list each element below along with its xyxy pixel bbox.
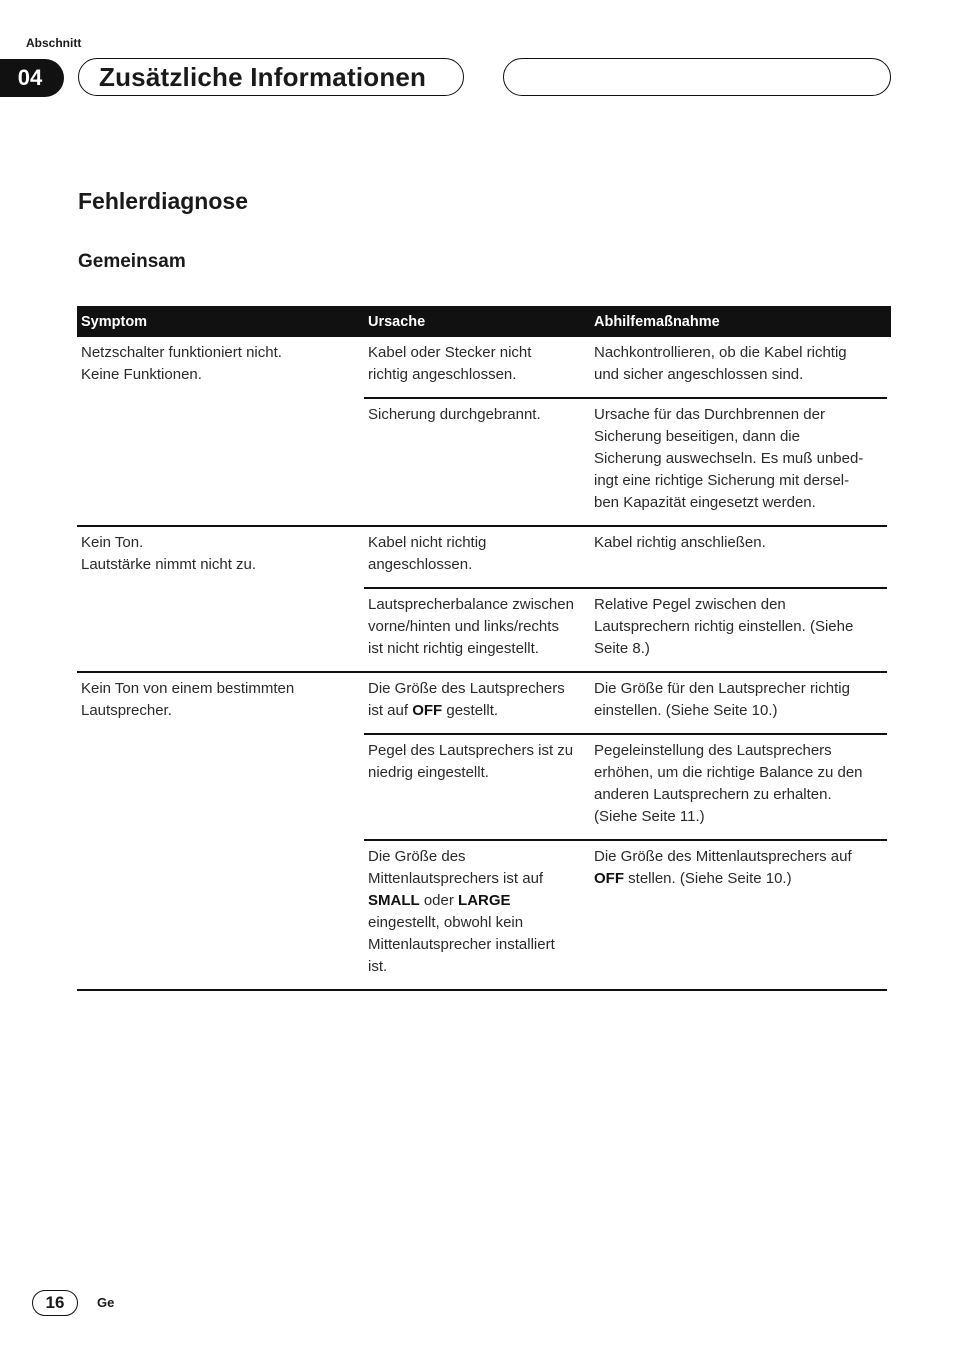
symptom-text: Keine Funktionen.: [81, 366, 202, 383]
remedy-text: anderen Lautsprechern zu erhalten.: [594, 786, 832, 803]
chapter-title: Zusätzliche Informationen: [99, 61, 427, 92]
cause-text: Sicherung durchgebrannt.: [368, 406, 541, 423]
remedy-text: Sicherung auswechseln. Es muß unbed-: [594, 450, 864, 467]
column-header-symptom: Symptom: [81, 313, 148, 330]
cause-cell: [364, 532, 590, 576]
table-row: [364, 841, 887, 989]
remedy-text: erhöhen, um die richtige Balance zu den: [594, 764, 863, 781]
cause-text: niedrig eingestellt.: [368, 764, 489, 781]
remedy-text: Sicherung beseitigen, dann die: [594, 428, 800, 445]
cause-cell: [364, 678, 590, 722]
table-row: [364, 735, 887, 841]
symptom-text: Kein Ton.: [81, 534, 144, 551]
cause-cell: [364, 740, 590, 828]
symptom-text: Lautsprecher.: [81, 702, 172, 719]
page-subheading: Gemeinsam: [78, 251, 186, 272]
chapter-number-badge: 04: [0, 59, 64, 97]
remedy-cell: [590, 404, 887, 514]
symptom-cell: [77, 527, 364, 671]
setting-value-off: OFF: [412, 702, 443, 719]
remedy-text: Seite 8.): [594, 640, 650, 657]
remedy-text: Die Größe des Mittenlautsprechers auf: [594, 848, 852, 865]
symptom-cell: [77, 673, 364, 989]
remedy-cell: [590, 532, 887, 576]
table-group: [77, 673, 887, 991]
cause-text: vorne/hinten und links/rechts: [368, 618, 559, 635]
setting-value-off: OFF: [594, 870, 624, 887]
symptom-text: Netzschalter funktioniert nicht.: [81, 344, 282, 361]
cause-text: Mittenlautsprecher installiert: [368, 936, 555, 953]
remedy-text-part: stellen. (Siehe Seite 10.): [624, 870, 792, 887]
cause-text: ist.: [368, 958, 388, 975]
cause-text: richtig angeschlossen.: [368, 366, 517, 383]
setting-value-small: SMALL: [368, 892, 420, 909]
remedy-text: ingt eine richtige Sicherung mit dersel-: [594, 472, 850, 489]
cause-text-part: gestellt.: [442, 702, 499, 719]
remedy-text: Kabel richtig anschließen.: [594, 534, 766, 551]
remedy-text: Nachkontrollieren, ob die Kabel richtig: [594, 344, 847, 361]
cause-text: Die Größe des Lautsprechers: [368, 680, 565, 697]
cause-text: Mittenlautsprechers ist auf: [368, 870, 544, 887]
table-row: [364, 589, 887, 671]
cause-text-part: oder: [419, 892, 459, 909]
cause-text: Kabel nicht richtig: [368, 534, 487, 551]
cause-text: angeschlossen.: [368, 556, 473, 573]
troubleshooting-table: [77, 306, 891, 991]
symptom-text: Kein Ton von einem bestimmten: [81, 680, 295, 697]
cause-text: [368, 890, 586, 912]
remedy-cell: [590, 678, 887, 722]
cause-text: eingestellt, obwohl kein: [368, 914, 524, 931]
table-row: [364, 673, 887, 735]
remedy-text: Pegeleinstellung des Lautsprechers: [594, 742, 832, 759]
table-row: [364, 399, 887, 525]
section-label: Abschnitt: [26, 36, 82, 50]
cause-text-part: ist auf: [368, 702, 413, 719]
table-row: [364, 527, 887, 589]
cause-text: Kabel oder Stecker nicht: [368, 344, 532, 361]
remedy-text: ben Kapazität eingesetzt werden.: [594, 494, 816, 511]
page-heading: Fehlerdiagnose: [78, 188, 248, 214]
remedy-text: und sicher angeschlossen sind.: [594, 366, 804, 383]
page-number: 16: [32, 1290, 78, 1316]
cause-cell: [364, 404, 590, 514]
table-header: [77, 306, 891, 337]
remedy-text: (Siehe Seite 11.): [594, 808, 705, 825]
symptom-text: Lautstärke nimmt nicht zu.: [81, 556, 257, 573]
column-header-remedy: Abhilfemaßnahme: [594, 313, 720, 330]
cause-text: [368, 700, 586, 722]
remedy-cell: [590, 342, 887, 386]
setting-value-large: LARGE: [458, 892, 511, 909]
cause-text: Lautsprecherbalance zwischen: [368, 596, 574, 613]
column-header-cause: Ursache: [368, 313, 426, 330]
remedy-text: Lautsprechern richtig einstellen. (Siehe: [594, 618, 854, 635]
symptom-cell: [77, 337, 364, 525]
remedy-text: einstellen. (Siehe Seite 10.): [594, 702, 778, 719]
table-row: [364, 337, 887, 399]
cause-cell: [364, 342, 590, 386]
cause-text: ist nicht richtig eingestellt.: [368, 640, 539, 657]
remedy-cell: [590, 740, 887, 828]
remedy-text: Ursache für das Durchbrennen der: [594, 406, 825, 423]
remedy-text: Die Größe für den Lautsprecher richtig: [594, 680, 850, 697]
table-group: [77, 527, 887, 673]
remedy-text: [594, 868, 883, 890]
language-code: Ge: [97, 1295, 115, 1310]
header-blank-box: [503, 58, 891, 96]
cause-cell: [364, 846, 590, 978]
remedy-cell: [590, 846, 887, 978]
cause-text: Pegel des Lautsprechers ist zu: [368, 742, 574, 759]
chapter-title-box: [78, 58, 464, 96]
cause-text: Die Größe des: [368, 848, 466, 865]
table-group: [77, 337, 887, 527]
cause-cell: [364, 594, 590, 660]
remedy-cell: [590, 594, 887, 660]
remedy-text: Relative Pegel zwischen den: [594, 596, 786, 613]
